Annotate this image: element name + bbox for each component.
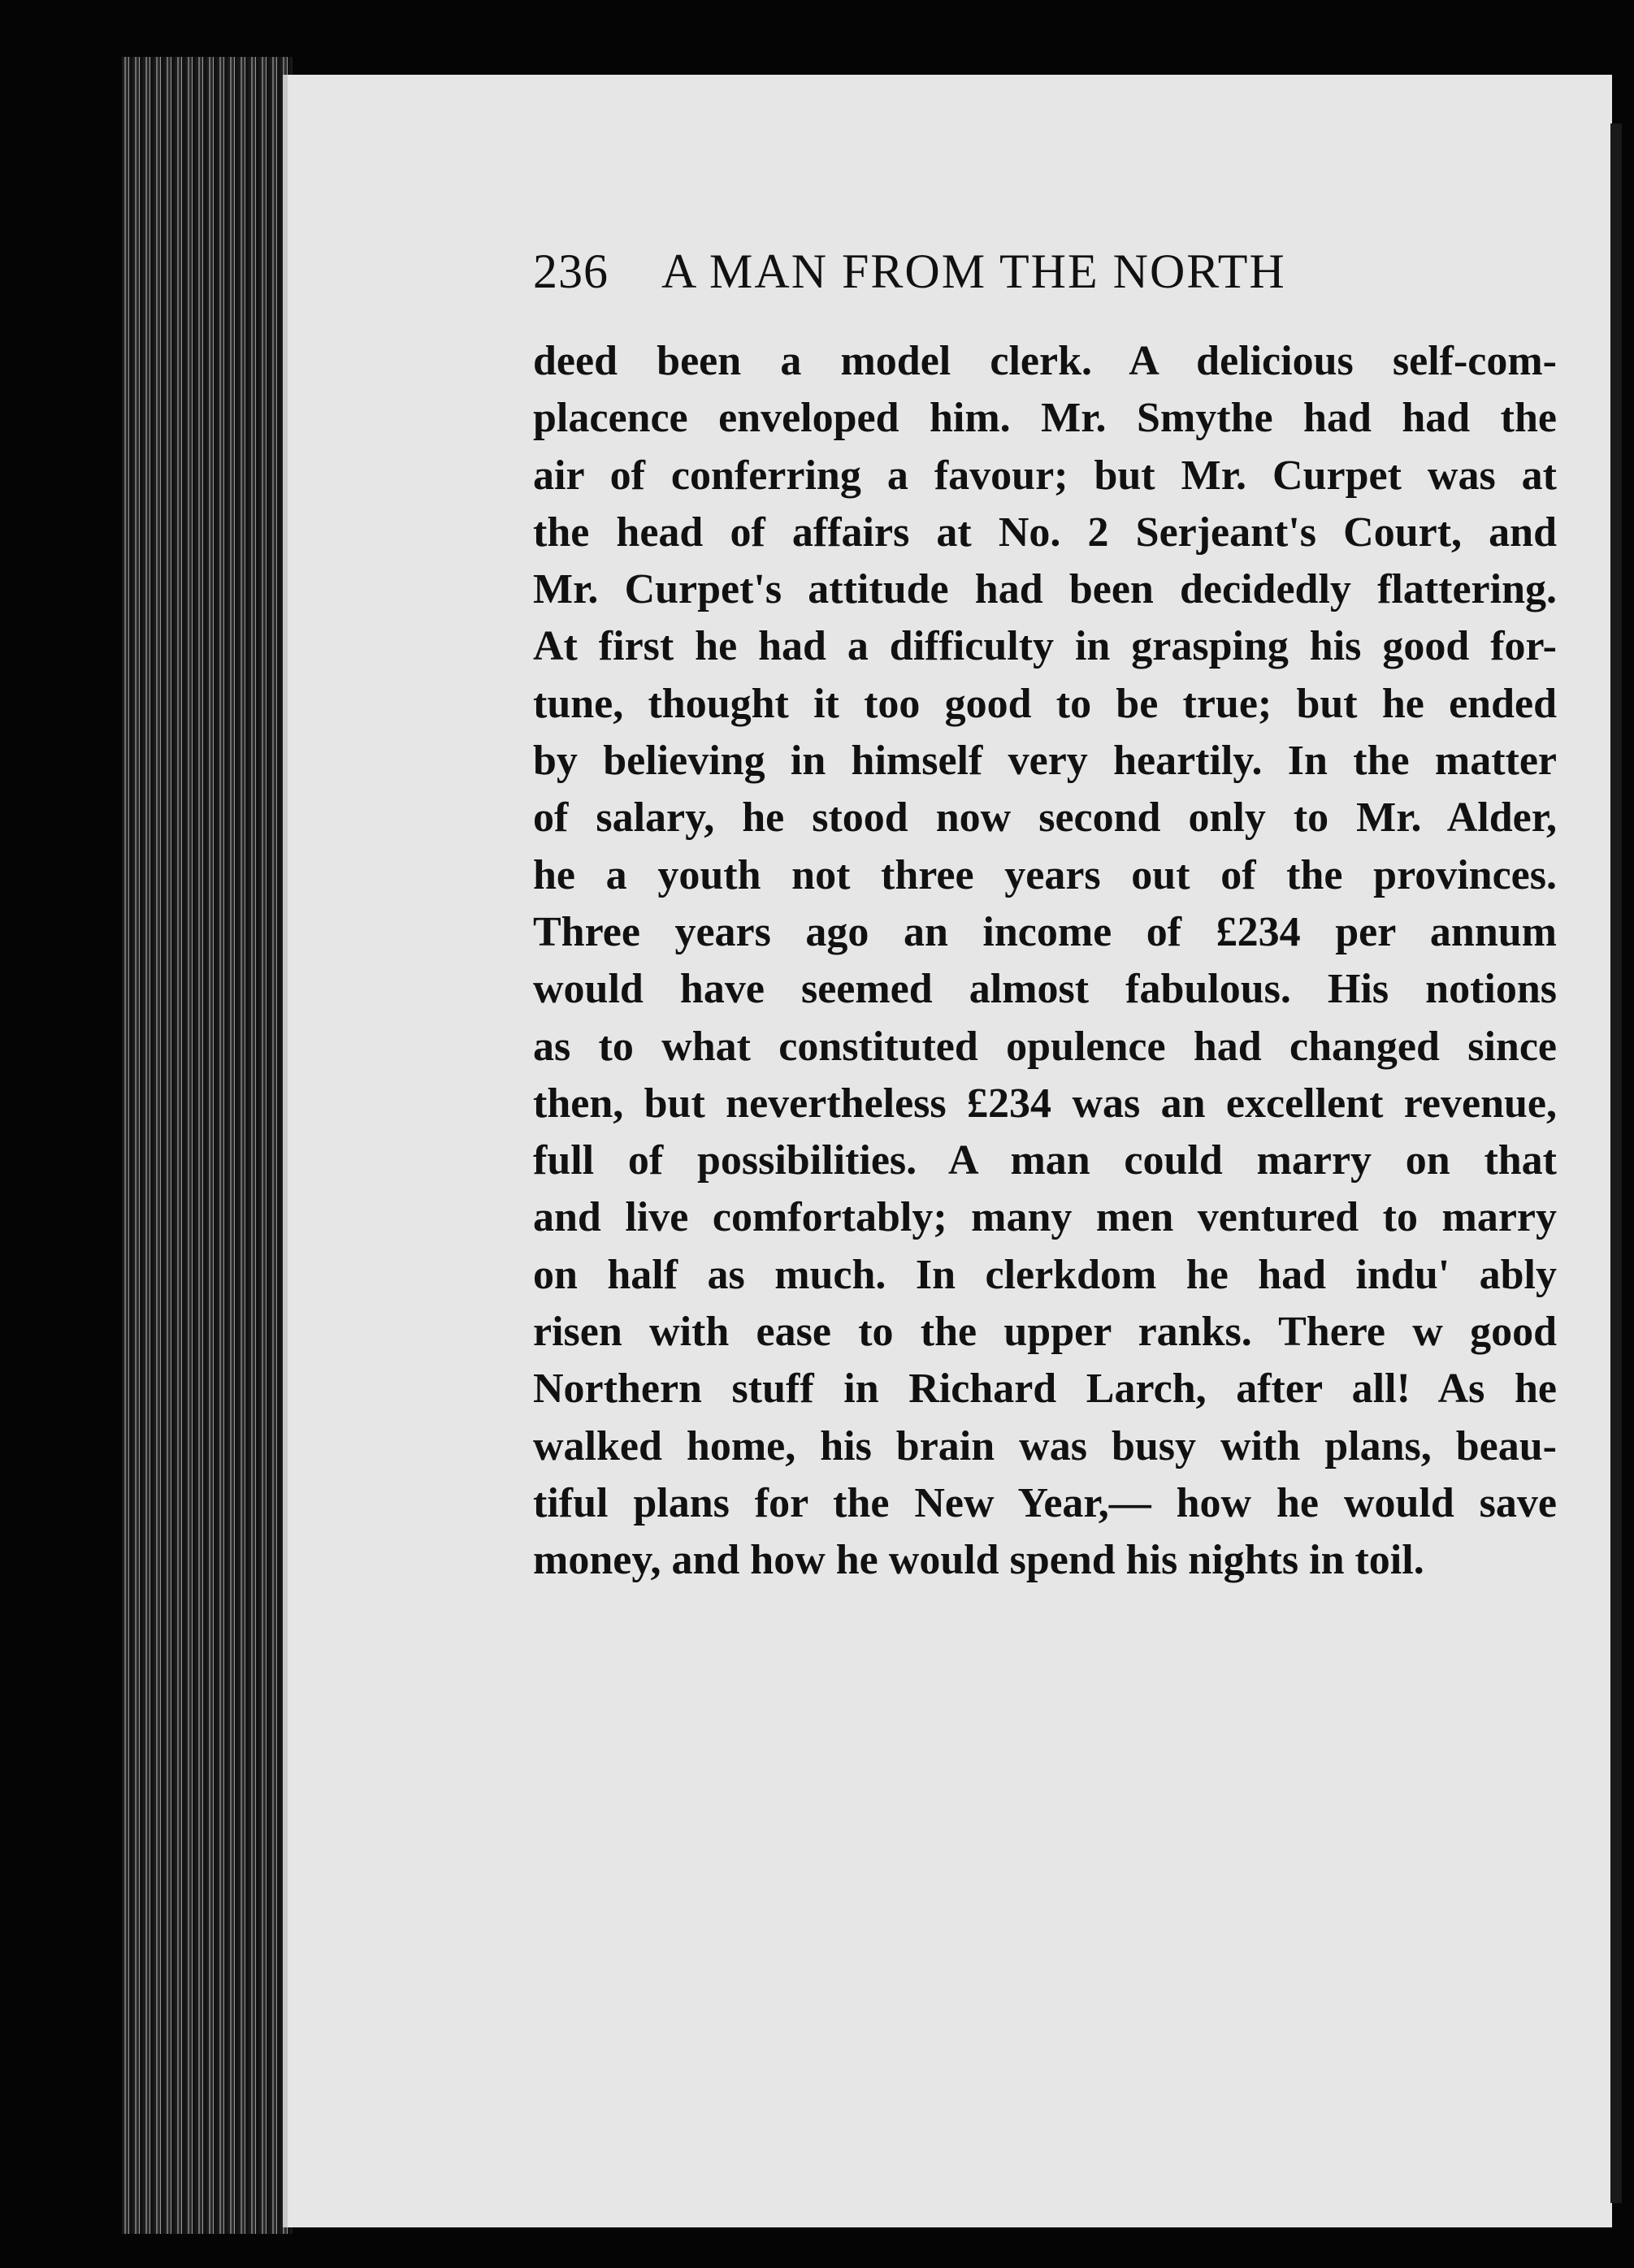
text-line: full of possibilities. A man could marry on that — [533, 1137, 1557, 1184]
text-line: walked home, his brain was busy with plans, beau- — [533, 1422, 1557, 1469]
text-line: on half as much. In clerkdom he had indu' ably — [533, 1251, 1557, 1298]
text-line: deed been a model clerk. A delicious self-com- — [533, 338, 1557, 384]
text-line: of salary, he stood now second only to Mr. Alder, — [533, 794, 1557, 842]
text-line: the head of affairs at No. 2 Serjeant's Court, and — [533, 509, 1557, 556]
text-line: tiful plans for the New Year,— how he would save — [533, 1479, 1557, 1526]
text-line: and live comfortably; many men ventured to marry — [533, 1194, 1557, 1241]
text-line: he a youth not three years out of the provinces. — [533, 851, 1557, 898]
book-page — [283, 75, 1612, 2227]
book-page-edges — [122, 57, 293, 2234]
text-line: Mr. Curpet's attitude had been decidedly flattering. — [533, 566, 1557, 613]
page-number: 236 — [533, 245, 609, 298]
text-line: air of conferring a favour; but Mr. Curpet was at — [533, 452, 1557, 499]
text-line: placence enveloped him. Mr. Smythe had had the — [533, 395, 1557, 442]
text-line: money, and how he would spend his nights in toil. — [533, 1537, 1424, 1584]
text-line: then, but nevertheless £234 was an excellent revenue, — [533, 1080, 1557, 1127]
text-line: as to what constituted opulence had changed since — [533, 1023, 1557, 1070]
text-line: tune, thought it too good to be true; but he ended — [533, 680, 1557, 727]
text-line: Three years ago an income of £234 per annum — [533, 908, 1557, 955]
text-line: Northern stuff in Richard Larch, after all! As he — [533, 1366, 1557, 1413]
text-line: would have seemed almost fabulous. His notions — [533, 966, 1557, 1013]
body-text — [533, 333, 1557, 1590]
text-line: risen with ease to the upper ranks. There w good — [533, 1309, 1557, 1356]
text-line: At first he had a difficulty in grasping his good for- — [533, 623, 1557, 670]
running-title: A MAN FROM THE NORTH — [661, 245, 1286, 298]
page-header — [533, 244, 1411, 317]
text-line: by believing in himself very heartily. In the matter — [533, 738, 1557, 785]
